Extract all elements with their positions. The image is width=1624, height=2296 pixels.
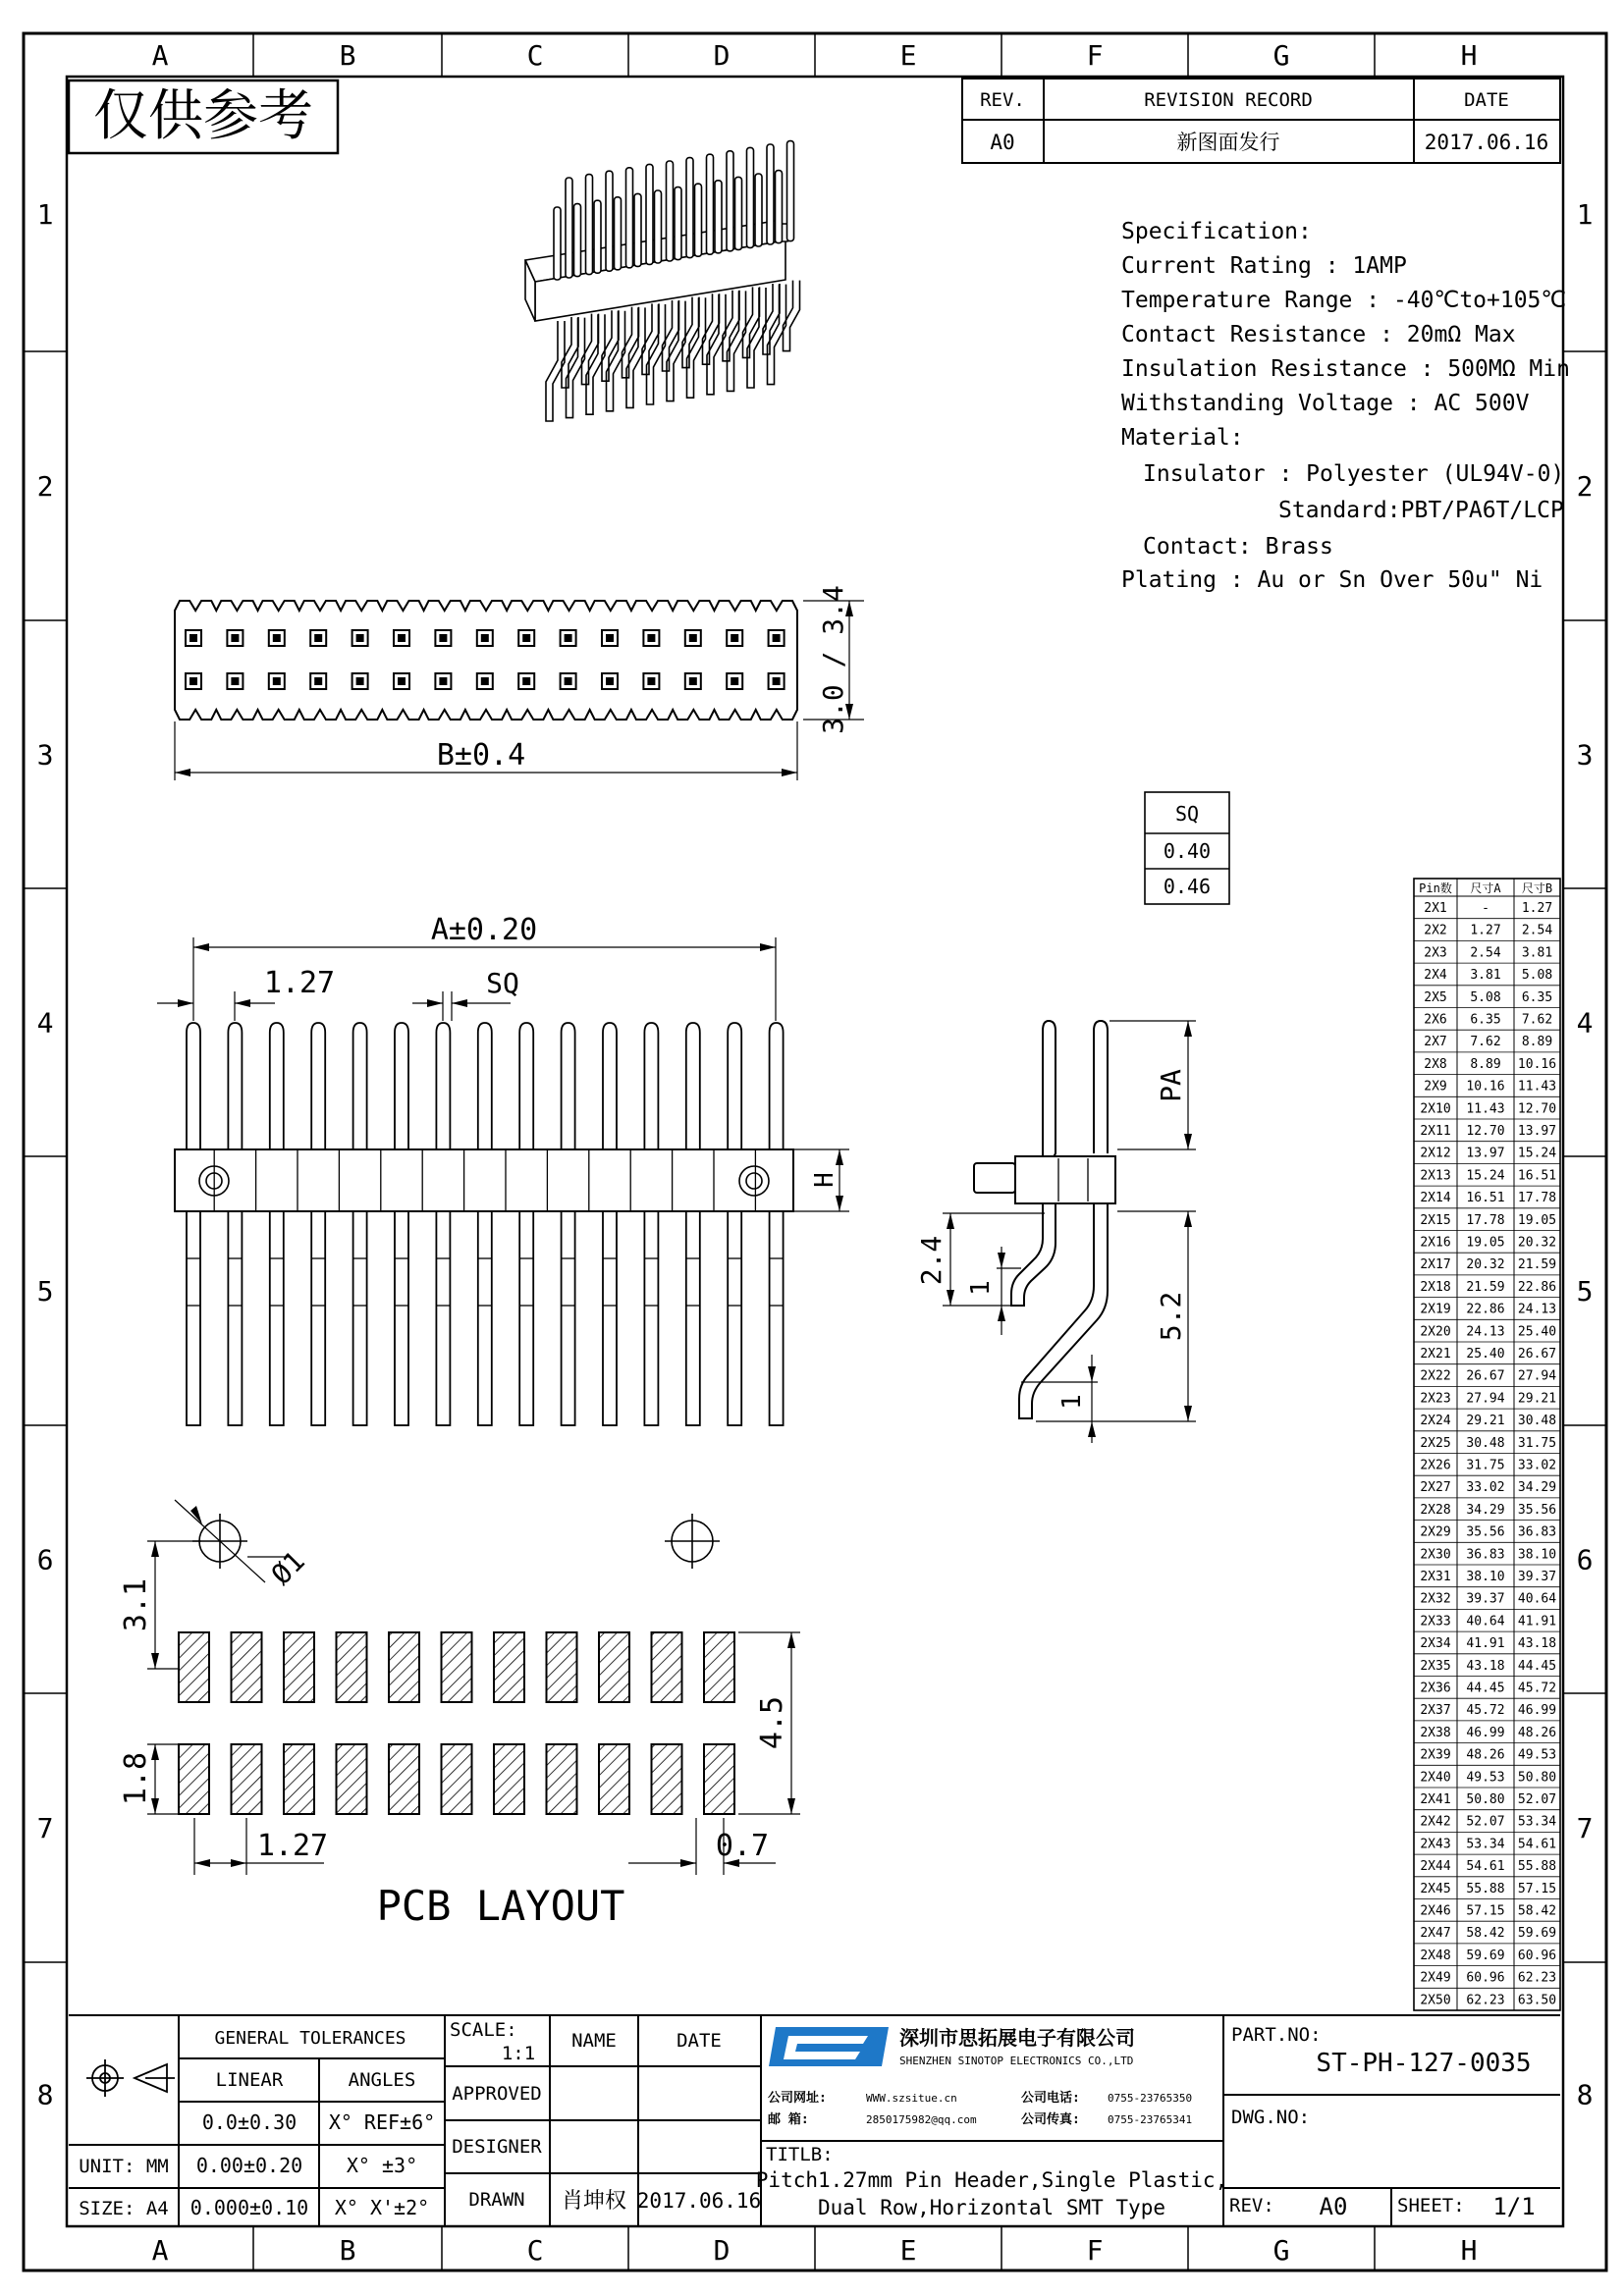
dim-table-cell: 3.81 (1521, 945, 1553, 961)
sheet-label: SHEET: (1397, 2195, 1465, 2216)
dim-table-cell: 57.15 (1466, 1903, 1505, 1919)
dim-table-cell: 22.86 (1466, 1302, 1505, 1317)
dim-table-cell: 2X3 (1424, 945, 1447, 961)
dim-table-cell: 2X41 (1420, 1792, 1451, 1807)
dim-table-cell: 25.40 (1517, 1324, 1557, 1340)
dim-table-cell: 58.42 (1466, 1926, 1505, 1942)
dim-table-cell: 2X32 (1420, 1591, 1451, 1607)
dim-table-cell: - (1482, 901, 1489, 916)
company-name-cn: 深圳市思拓展电子有限公司 (899, 2026, 1135, 2050)
dim-table-cell: 17.78 (1517, 1191, 1557, 1206)
dim-table-header: 尺寸B (1521, 881, 1553, 895)
dim-table-cell: 2X9 (1424, 1079, 1447, 1095)
side-peg (974, 1163, 1015, 1193)
dim-table-cell: 62.23 (1466, 1993, 1505, 2008)
rev-value: A0 (990, 131, 1015, 154)
revision-record-value: 新图面发行 (1176, 131, 1280, 154)
tol-linear-1: 0.0±0.30 (201, 2110, 298, 2134)
dim-table-cell: 30.48 (1466, 1435, 1505, 1451)
dim-table-cell: 6.35 (1470, 1012, 1501, 1028)
dim-table-cell: 52.07 (1517, 1792, 1557, 1807)
part-no-label: PART.NO: (1231, 2024, 1322, 2046)
rev-label-tb: REV: (1229, 2195, 1274, 2216)
sq-value-1: 0.40 (1163, 839, 1212, 863)
dim-table-cell: 41.91 (1517, 1614, 1557, 1629)
dim-table-cell: 59.69 (1466, 1948, 1505, 1963)
dim-table-cell: 2X13 (1420, 1168, 1451, 1184)
dim-table-cell: 2X29 (1420, 1524, 1451, 1540)
dim-table-cell: 2X15 (1420, 1212, 1451, 1228)
dim-table-cell: 21.59 (1466, 1279, 1505, 1295)
angles-label: ANGLES (348, 2069, 416, 2091)
dim-table-cell: 2X26 (1420, 1458, 1451, 1473)
dim-table-cell: 50.80 (1517, 1770, 1557, 1786)
border-col-label-bottom: A (151, 2234, 169, 2267)
mail-label: 邮 箱: (768, 2112, 809, 2127)
company-logo (769, 2027, 889, 2066)
dim-table-cell: 36.83 (1517, 1524, 1557, 1540)
dim-table-cell: 2X22 (1420, 1368, 1451, 1384)
dim-table-cell: 10.16 (1517, 1056, 1557, 1072)
border-col-label-top: B (339, 39, 356, 72)
side-dim-5-2: 5.2 (1155, 1291, 1187, 1342)
border-row-label-left: 8 (36, 2078, 54, 2111)
dim-table-cell: 8.89 (1470, 1056, 1501, 1072)
dim-table-cell: 59.69 (1517, 1926, 1557, 1942)
dim-table-cell: 16.51 (1517, 1168, 1557, 1184)
dim-table-cell: 15.24 (1517, 1146, 1557, 1161)
front-pitch-dim: 1.27 (263, 966, 336, 1000)
dim-table-cell: 2X4 (1424, 968, 1447, 984)
dim-table-cell: 57.15 (1517, 1881, 1557, 1896)
dim-table-cell: 2X40 (1420, 1770, 1451, 1786)
dim-table-cell: 2X38 (1420, 1725, 1451, 1740)
dim-table-cell: 29.21 (1466, 1414, 1505, 1429)
dim-table-header: Pin数 (1419, 881, 1452, 895)
dim-table-cell: 2X8 (1424, 1056, 1447, 1072)
fax-value: 0755-23765341 (1108, 2113, 1193, 2126)
dim-table-cell: 22.86 (1517, 1279, 1557, 1295)
side-view (915, 1021, 1196, 1443)
dim-table-cell: 54.61 (1466, 1859, 1505, 1875)
tol-angle-2: X° ±3° (346, 2154, 418, 2177)
border-row-label-left: 6 (36, 1543, 54, 1576)
border-row-label-left: 4 (36, 1006, 54, 1040)
revision-table-text (980, 89, 1548, 154)
dim-table-cell: 53.34 (1466, 1837, 1505, 1852)
dim-table-cell: 46.99 (1466, 1725, 1505, 1740)
web-value: WWW.szsitue.cn (866, 2092, 957, 2105)
spec-line: Standard:PBT/PA6T/LCP (1278, 498, 1564, 523)
dim-table-cell: 24.13 (1466, 1324, 1505, 1340)
front-housing (175, 1149, 793, 1211)
drawn-label: DRAWN (468, 2189, 525, 2211)
front-view (157, 913, 849, 1425)
border-col-label-top: E (899, 39, 917, 72)
dim-table-cell: 35.56 (1517, 1502, 1557, 1518)
dim-table-cell: 17.78 (1466, 1212, 1505, 1228)
dim-table-cell: 62.23 (1517, 1970, 1557, 1986)
tol-angle-3: X° X'±2° (334, 2196, 430, 2219)
side-tail-short (1011, 1202, 1056, 1306)
dim-table-cell: 2X20 (1420, 1324, 1451, 1340)
border-col-label-bottom: B (339, 2234, 356, 2267)
dim-table-cell: 55.88 (1517, 1859, 1557, 1875)
dim-table-cell: 58.42 (1517, 1903, 1557, 1919)
dim-table-cell: 2X48 (1420, 1948, 1451, 1963)
dim-table-cell: 2.54 (1470, 945, 1501, 961)
name-header: NAME (571, 2030, 617, 2052)
top-view-pins (186, 630, 785, 689)
border-col-label-top: A (151, 39, 169, 72)
revision-record-header: REVISION RECORD (1144, 89, 1313, 111)
front-sq-label: SQ (486, 967, 519, 999)
dim-table-cell: 12.70 (1466, 1124, 1505, 1139)
dim-table-cell: 7.62 (1521, 1012, 1553, 1028)
spec-line: Insulation Resistance : 500MΩ Min (1121, 356, 1570, 382)
dim-table-cell: 43.18 (1517, 1636, 1557, 1652)
spec-line: Material: (1121, 425, 1244, 451)
dim-table-cell: 2X30 (1420, 1547, 1451, 1563)
dim-table-cell: 1.27 (1470, 923, 1501, 938)
reference-stamp (69, 80, 338, 153)
tol-angle-1: X° REF±6° (328, 2110, 436, 2134)
dim-table-cell: 29.21 (1517, 1391, 1557, 1407)
dim-table-cell: 2X25 (1420, 1435, 1451, 1451)
front-view-pins (187, 1023, 784, 1425)
dim-table-cell: 2X18 (1420, 1279, 1451, 1295)
dim-table-cell: 12.70 (1517, 1101, 1557, 1117)
dim-table-cell: 2X42 (1420, 1814, 1451, 1830)
unit-label: UNIT: MM (79, 2156, 169, 2177)
dim-table-cell: 40.64 (1466, 1614, 1505, 1629)
specification-block (1121, 219, 1570, 593)
date-header-tb: DATE (677, 2030, 722, 2052)
dim-table-cell: 20.32 (1517, 1235, 1557, 1251)
pcb-layout (119, 1500, 800, 1930)
rev-header: REV. (980, 89, 1025, 111)
dim-table-cell: 2X12 (1420, 1146, 1451, 1161)
border-row-label-right: 6 (1576, 1543, 1594, 1576)
dim-table-cell: 2X43 (1420, 1837, 1451, 1852)
border-row-label-left: 5 (36, 1275, 54, 1308)
dim-table-cell: 2X21 (1420, 1347, 1451, 1362)
dim-table-cell: 13.97 (1466, 1146, 1505, 1161)
scale-value: 1:1 (501, 2043, 536, 2064)
dim-table-cell: 2X2 (1424, 923, 1447, 938)
dim-table-cell: 45.72 (1466, 1703, 1505, 1719)
dim-table-cell: 2.54 (1521, 923, 1553, 938)
scale-label: SCALE: (450, 2019, 517, 2041)
pcb-dim-3-1: 3.1 (119, 1577, 153, 1632)
dim-table-cell: 5.08 (1521, 968, 1553, 984)
dim-table-cell: 2X47 (1420, 1926, 1451, 1942)
front-a-dim: A±0.20 (430, 913, 538, 947)
dim-table-cell: 40.64 (1517, 1591, 1557, 1607)
pcb-diameter: Ø1 (264, 1544, 311, 1591)
dim-table-cell: 2X31 (1420, 1570, 1451, 1584)
sq-table (1145, 792, 1229, 904)
border-col-label-top: G (1272, 39, 1290, 72)
dim-table-cell: 2X34 (1420, 1636, 1451, 1652)
dim-table-cell: 2X5 (1424, 989, 1447, 1005)
sq-header: SQ (1174, 802, 1200, 826)
border-row-label-left: 3 (36, 738, 54, 772)
dim-table-cell: 2X49 (1420, 1970, 1451, 1986)
spec-line: Plating : Au or Sn Over 50u" Ni (1121, 567, 1543, 593)
dim-table-cell: 19.05 (1466, 1235, 1505, 1251)
dim-table-cell: 33.02 (1466, 1480, 1505, 1496)
border-row-label-right: 2 (1576, 470, 1594, 503)
border-row-label-right: 8 (1576, 2078, 1594, 2111)
border-row-label-right: 7 (1576, 1812, 1594, 1844)
dim-table-cell: 44.45 (1466, 1681, 1505, 1696)
part-no-value: ST-PH-127-0035 (1316, 2049, 1532, 2078)
title-label: TITLB: (766, 2144, 834, 2165)
dim-table-cell: 26.67 (1466, 1368, 1505, 1384)
revision-date-value: 2017.06.16 (1424, 131, 1549, 154)
spec-line: Insulator : Polyester (UL94V-0) (1143, 461, 1565, 487)
dim-table-cell: 6.35 (1521, 989, 1553, 1005)
dim-table-cell: 63.50 (1517, 1993, 1557, 2008)
dim-table-header: 尺寸A (1470, 881, 1501, 895)
dim-table-cell: 34.29 (1517, 1480, 1557, 1496)
dim-table-cell: 38.10 (1517, 1547, 1557, 1563)
dim-table-cell: 39.37 (1466, 1591, 1505, 1607)
side-pa-label: PA (1155, 1069, 1187, 1102)
dim-table-cell: 46.99 (1517, 1703, 1557, 1719)
dim-table-cell: 34.29 (1466, 1502, 1505, 1518)
tol-linear-2: 0.00±0.20 (195, 2154, 303, 2177)
dim-table-cell: 2X39 (1420, 1747, 1451, 1763)
dim-table-cell: 2X27 (1420, 1480, 1451, 1496)
dim-table-cell: 2X6 (1424, 1012, 1447, 1028)
rev-value-tb: A0 (1319, 2193, 1348, 2220)
dim-table-cell: 3.81 (1470, 968, 1501, 984)
dim-table-cell: 36.83 (1466, 1547, 1505, 1563)
stamp-text: 仅供参考 (93, 84, 313, 148)
dim-table-cell: 38.10 (1466, 1570, 1505, 1584)
border-row-label-left: 1 (36, 198, 54, 231)
dimension-table (1414, 879, 1560, 2010)
dim-table-cell: 24.13 (1517, 1302, 1557, 1317)
dim-table-cell: 49.53 (1517, 1747, 1557, 1763)
spec-line: Specification: (1121, 219, 1312, 244)
dim-table-cell: 2X35 (1420, 1658, 1451, 1674)
spec-line: Current Rating : 1AMP (1121, 253, 1407, 279)
dim-table-cell: 2X44 (1420, 1859, 1451, 1875)
dim-table-cell: 48.26 (1517, 1725, 1557, 1740)
title-line-1: Pitch1.27mm Pin Header,Single Plastic, (755, 2168, 1228, 2192)
dim-table-cell: 19.05 (1517, 1212, 1557, 1228)
border-row-label-right: 4 (1576, 1006, 1594, 1040)
border-row-label-right: 1 (1576, 198, 1594, 231)
dim-table-cell: 2X14 (1420, 1191, 1451, 1206)
side-dim-1-lower: 1 (1057, 1394, 1087, 1410)
dim-table-cell: 2X45 (1420, 1881, 1451, 1896)
dim-table-cell: 39.37 (1517, 1570, 1557, 1584)
dim-table-cell: 60.96 (1517, 1948, 1557, 1963)
date-header: DATE (1464, 89, 1509, 111)
dim-table-cell: 53.34 (1517, 1814, 1557, 1830)
side-pin-upper-right (1094, 1021, 1108, 1153)
tol-linear-3: 0.000±0.10 (189, 2196, 309, 2219)
top-width-dim: B±0.4 (436, 738, 526, 773)
approved-label: APPROVED (452, 2083, 542, 2105)
dim-table-cell: 11.43 (1517, 1079, 1557, 1095)
dim-table-cell: 2X10 (1420, 1101, 1451, 1117)
size-label: SIZE: A4 (79, 2198, 169, 2219)
side-dim-1-upper: 1 (966, 1280, 996, 1296)
sq-value-2: 0.46 (1163, 875, 1212, 898)
drawn-name: 肖坤权 (561, 2189, 627, 2214)
dim-table-cell: 41.91 (1466, 1636, 1505, 1652)
border-row-label-right: 5 (1576, 1275, 1594, 1308)
dim-table-cell: 15.24 (1466, 1168, 1505, 1184)
dim-table-cell: 16.51 (1466, 1191, 1505, 1206)
sheet-value: 1/1 (1492, 2193, 1536, 2220)
dwg-no-label: DWG.NO: (1231, 2107, 1311, 2128)
tel-value: 0755-23765350 (1108, 2092, 1193, 2105)
dim-table-cell: 45.72 (1517, 1681, 1557, 1696)
border-col-label-bottom: G (1272, 2234, 1290, 2267)
side-pin-upper-left (1043, 1021, 1056, 1163)
dim-table-cell: 33.02 (1517, 1458, 1557, 1473)
top-height-dim: 3.0 / 3.4 (817, 585, 849, 734)
dim-table-cell: 27.94 (1517, 1368, 1557, 1384)
spec-line: Withstanding Voltage : AC 500V (1121, 391, 1530, 416)
dim-table-cell: 55.88 (1466, 1881, 1505, 1896)
dim-table-cell: 60.96 (1466, 1970, 1505, 1986)
pcb-dim-1-8: 1.8 (119, 1751, 153, 1806)
dim-table-cell: 2X16 (1420, 1235, 1451, 1251)
dim-table-cell: 43.18 (1466, 1658, 1505, 1674)
drawn-date: 2017.06.16 (636, 2189, 762, 2213)
front-h-label: H (810, 1172, 839, 1188)
pcb-pad-width-dim: 0.7 (715, 1829, 770, 1863)
dim-table-cell: 2X11 (1420, 1124, 1451, 1139)
dim-table-cell: 2X33 (1420, 1614, 1451, 1629)
pcb-pads (179, 1632, 734, 1814)
linear-label: LINEAR (215, 2069, 284, 2091)
company-name-en: SHENZHEN SINOTOP ELECTRONICS CO.,LTD (899, 2055, 1134, 2067)
dim-table-cell: 2X46 (1420, 1903, 1451, 1919)
pcb-dim-4-5: 4.5 (755, 1695, 789, 1750)
spec-line: Temperature Range : -40℃to+105℃ (1121, 288, 1567, 313)
dim-table-cell: 11.43 (1466, 1101, 1505, 1117)
dim-table-cell: 27.94 (1466, 1391, 1505, 1407)
dim-table-cell: 21.59 (1517, 1257, 1557, 1273)
mail-value: 2850175982@qq.com (866, 2113, 977, 2126)
border-col-label-bottom: H (1460, 2234, 1478, 2267)
dim-table-cell: 2X24 (1420, 1414, 1451, 1429)
dim-table-cell: 1.27 (1521, 901, 1553, 916)
border-col-label-top: F (1086, 39, 1104, 72)
dim-table-cell: 2X50 (1420, 1993, 1451, 2008)
side-dim-2-4: 2.4 (915, 1235, 947, 1286)
dim-table-cell: 35.56 (1466, 1524, 1505, 1540)
border-row-label-left: 7 (36, 1812, 54, 1844)
dim-table-cell: 54.61 (1517, 1837, 1557, 1852)
dim-table-cell: 2X37 (1420, 1703, 1451, 1719)
border-col-label-top: C (526, 39, 544, 72)
dim-table-cell: 2X7 (1424, 1035, 1447, 1050)
dim-table-cell: 44.45 (1517, 1658, 1557, 1674)
border-row-label-left: 2 (36, 470, 54, 503)
dim-table-cell: 30.48 (1517, 1414, 1557, 1429)
dim-table-cell: 49.53 (1466, 1770, 1505, 1786)
dim-table-cell: 2X28 (1420, 1502, 1451, 1518)
side-tail-long (1019, 1202, 1108, 1418)
side-housing (1015, 1156, 1115, 1203)
top-view-body (175, 601, 797, 720)
border-col-label-bottom: D (713, 2234, 731, 2267)
border-col-label-top: H (1460, 39, 1478, 72)
dim-table-cell: 2X17 (1420, 1257, 1451, 1273)
spec-line: Contact: Brass (1143, 534, 1333, 560)
border-col-label-bottom: E (899, 2234, 917, 2267)
dim-table-cell: 2X19 (1420, 1302, 1451, 1317)
dim-table-cell: 52.07 (1466, 1814, 1505, 1830)
title-line-2: Dual Row,Horizontal SMT Type (817, 2196, 1166, 2219)
dim-table-cell: 7.62 (1470, 1035, 1501, 1050)
dim-table-cell: 2X1 (1424, 901, 1447, 916)
dim-table-cell: 5.08 (1470, 989, 1501, 1005)
border-row-label-right: 3 (1576, 738, 1594, 772)
dim-table-cell: 13.97 (1517, 1124, 1557, 1139)
tel-label: 公司电话: (1021, 2091, 1080, 2106)
dim-table-cell: 10.16 (1466, 1079, 1505, 1095)
dim-table-cell: 31.75 (1466, 1458, 1505, 1473)
pcb-layout-title: PCB LAYOUT (376, 1882, 625, 1930)
dim-table-cell: 20.32 (1466, 1257, 1505, 1273)
dim-table-cell: 25.40 (1466, 1347, 1505, 1362)
general-tolerances-label: GENERAL TOLERANCES (214, 2028, 406, 2049)
designer-label: DESIGNER (452, 2136, 542, 2158)
dim-table-cell: 2X23 (1420, 1391, 1451, 1407)
dim-table-cell: 8.89 (1521, 1035, 1553, 1050)
isometric-view (525, 141, 800, 421)
dim-table-cell: 26.67 (1517, 1347, 1557, 1362)
projection-symbol (86, 2059, 175, 2097)
dim-table-cell: 31.75 (1517, 1435, 1557, 1451)
top-view (175, 585, 864, 780)
border-col-label-top: D (713, 39, 731, 72)
web-label: 公司网址: (768, 2091, 827, 2106)
border-col-label-bottom: F (1086, 2234, 1104, 2267)
spec-line: Contact Resistance : 20mΩ Max (1121, 322, 1516, 347)
pcb-pitch-dim: 1.27 (256, 1829, 329, 1863)
dim-table-cell: 50.80 (1466, 1792, 1505, 1807)
title-block (69, 2015, 1560, 2226)
border-col-label-bottom: C (526, 2234, 544, 2267)
dim-table-cell: 48.26 (1466, 1747, 1505, 1763)
dim-table-cell: 2X36 (1420, 1681, 1451, 1696)
fax-label: 公司传真: (1021, 2112, 1080, 2127)
